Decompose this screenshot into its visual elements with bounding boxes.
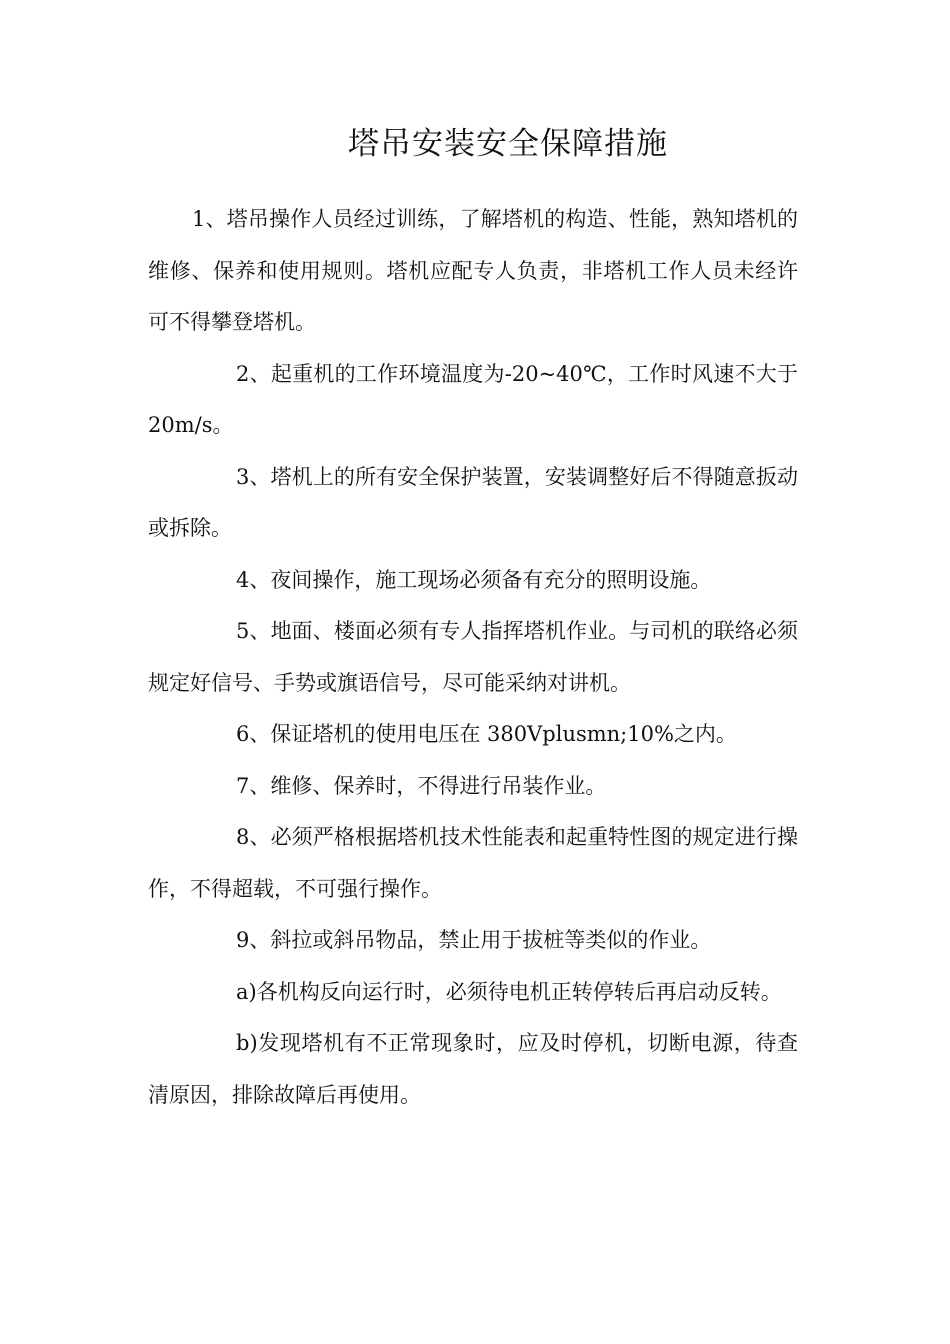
document-title: 塔吊安装安全保障措施 [348,126,668,162]
paragraph-8: 8、必须严格根据塔机技术性能表和起重特性图的规定进行操作，不得超载，不可强行操作。 [148,825,798,901]
paragraph-3: 3、塔机上的所有安全保护装置，安装调整好后不得随意扳动或拆除。 [148,464,798,540]
paragraph-7: 7、维修、保养时，不得进行吊装作业。 [236,773,607,798]
paragraph-4: 4、夜间操作，施工现场必须备有充分的照明设施。 [236,567,712,592]
document-body [148,194,798,1121]
paragraph-6: 6、保证塔机的使用电压在 380Vplusmn;10%之内。 [236,722,737,746]
paragraph-9: 9、斜拉或斜吊物品，禁止用于拔桩等类似的作业。 [236,928,712,952]
paragraph-5: 5、地面、楼面必须有专人指挥塔机作业。与司机的联络必须规定好信号、手势或旗语信号，尽可能采纳对讲机。 [148,619,798,695]
paragraph-2: 2、起重机的工作环境温度为-20~40℃，工作时风速不大于 20m/s。 [148,361,798,437]
paragraph-a: a)各机构反向运行时，必须待电机正转停转后再启动反转。 [236,979,782,1004]
paragraph-1: 1、塔吊操作人员经过训练，了解塔机的构造、性能，熟知塔机的维修、保养和使用规则。塔机应配专人负责，非塔机工作人员未经许可不得攀登塔机。 [148,207,798,334]
paragraph-b: b)发现塔机有不正常现象时，应及时停机，切断电源，待查清原因，排除故障后再使用。 [148,1031,798,1107]
